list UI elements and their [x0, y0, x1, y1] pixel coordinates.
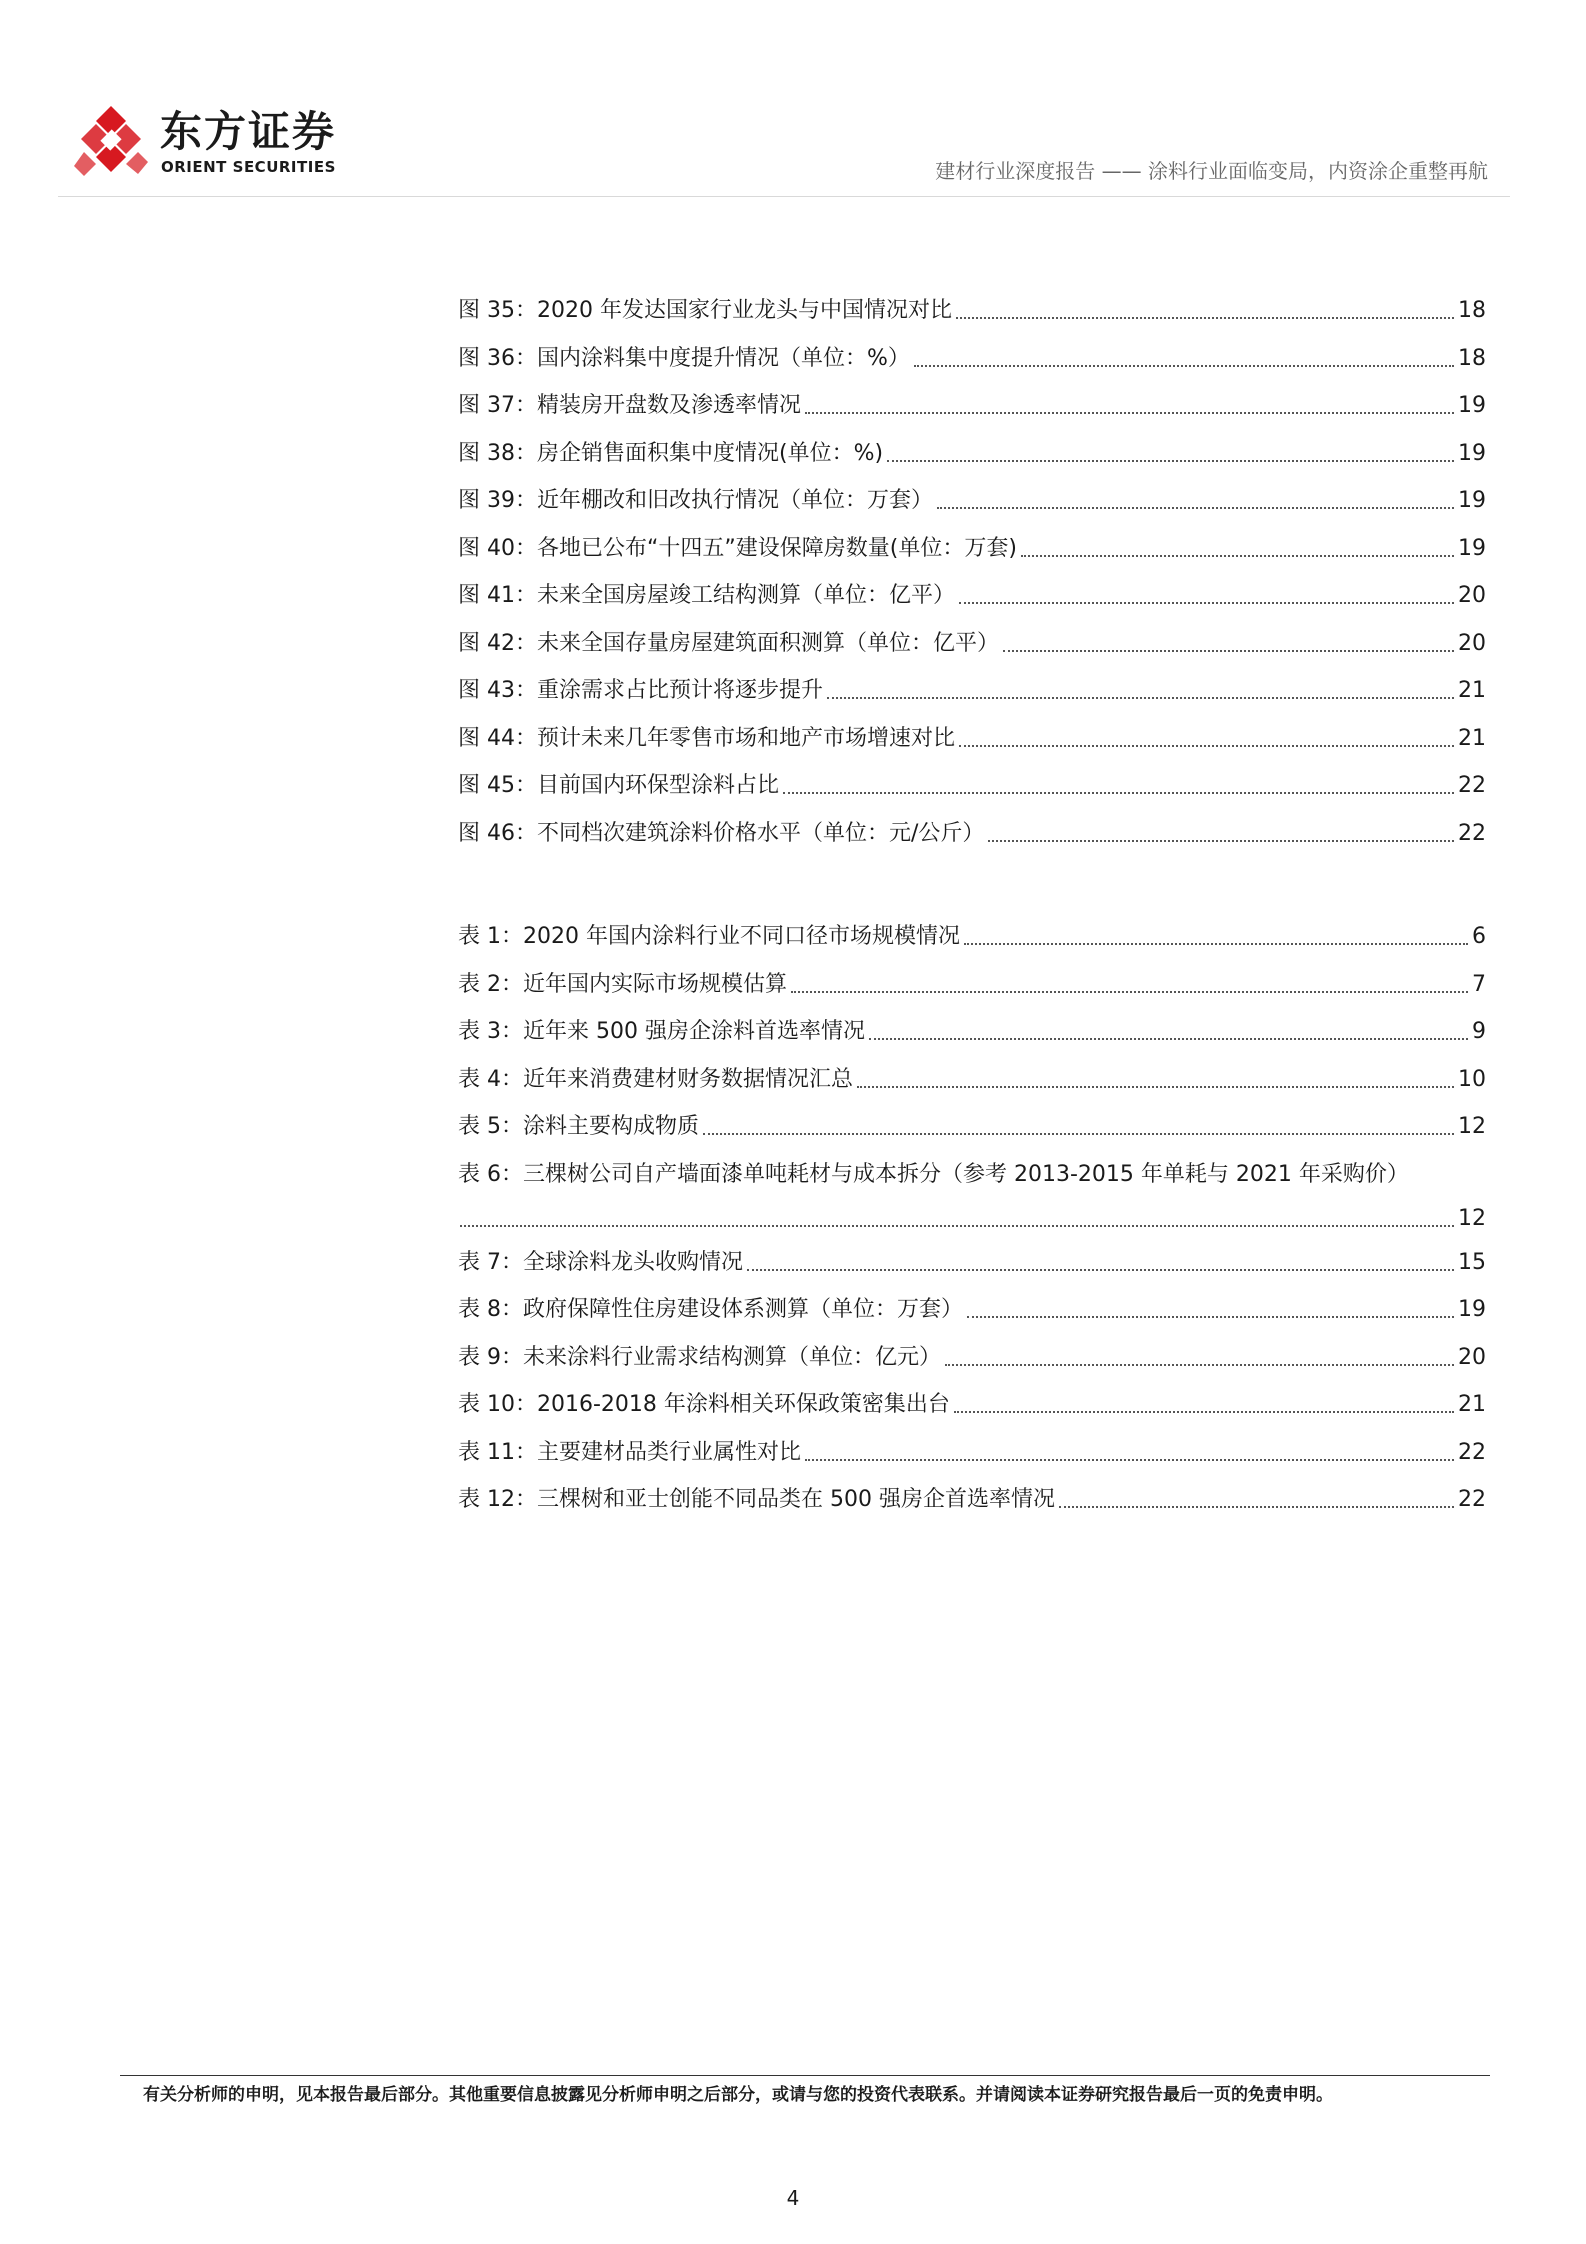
- toc-entry-page: 21: [1458, 725, 1486, 751]
- toc-entry-page: 19: [1458, 440, 1486, 466]
- toc-dot-leader: [747, 1269, 1454, 1271]
- toc-entry-page: 21: [1458, 678, 1486, 703]
- toc-entry-page: 20: [1458, 583, 1486, 608]
- page-header: [0, 0, 1586, 200]
- toc-entry-page: 12: [1458, 1205, 1486, 1231]
- toc-dot-leader: [827, 697, 1454, 699]
- toc-entry-page: 19: [1458, 535, 1486, 561]
- toc-entry-page: 22: [1458, 1439, 1486, 1465]
- toc-entry-label: 图 45：目前国内环保型涂料占比: [458, 773, 779, 798]
- toc-table-entry[interactable]: [458, 918, 1486, 952]
- toc-dot-leader: [956, 317, 1454, 319]
- report-title: 建材行业深度报告 —— 涂料行业面临变局，内资涂企重整再航: [935, 159, 1488, 183]
- toc-dot-leader: [954, 1411, 1454, 1413]
- toc-entry-label: 图 37：精装房开盘数及渗透率情况: [458, 393, 801, 418]
- toc-table-entry[interactable]: [458, 1061, 1486, 1095]
- brand-name-en: ORIENT SECURITIES: [161, 158, 336, 176]
- toc-table-entry[interactable]: [458, 1339, 1486, 1373]
- toc-entry-page: 22: [1458, 820, 1486, 846]
- toc-dot-leader: [967, 1316, 1454, 1318]
- toc-entry-label: 表 7：全球涂料龙头收购情况: [458, 1249, 743, 1275]
- toc-dot-leader: [964, 943, 1468, 945]
- toc-figure-entry[interactable]: [458, 720, 1486, 754]
- toc-figure-entry[interactable]: [458, 340, 1486, 374]
- toc-dot-leader: [887, 460, 1454, 462]
- toc-dot-leader: [791, 991, 1468, 993]
- toc-table-entry[interactable]: [458, 1108, 1486, 1142]
- toc-entry-label: 表 10：2016-2018 年涂料相关环保政策密集出台: [458, 1392, 950, 1417]
- toc-dot-leader: [869, 1038, 1468, 1040]
- toc-figure-entry[interactable]: [458, 625, 1486, 659]
- toc-table-entry[interactable]: [458, 1291, 1486, 1325]
- toc-entry-label: 图 39：近年棚改和旧改执行情况（单位：万套）: [458, 488, 933, 513]
- toc-table-entry[interactable]: [458, 1434, 1486, 1468]
- toc-dot-leader: [805, 412, 1454, 414]
- toc-dot-leader: [945, 1364, 1454, 1366]
- toc-entry-label: 表 11：主要建材品类行业属性对比: [458, 1439, 801, 1465]
- toc-entry-label: 表 1：2020 年国内涂料行业不同口径市场规模情况: [458, 924, 960, 949]
- toc-entry-label: 表 5：涂料主要构成物质: [458, 1114, 699, 1139]
- toc-dot-leader: [988, 840, 1454, 842]
- toc-dot-leader: [703, 1133, 1454, 1135]
- toc-entry-page: 18: [1458, 345, 1486, 371]
- toc-entry-page: 15: [1458, 1249, 1486, 1275]
- toc-figure-entry[interactable]: [458, 435, 1486, 469]
- toc-dot-leader: [1003, 650, 1454, 652]
- toc-entry-page: 7: [1472, 971, 1486, 997]
- page-number: 4: [786, 2186, 800, 2210]
- toc-entry-label: 表 4：近年来消费建材财务数据情况汇总: [458, 1066, 853, 1092]
- toc-entry-page: 6: [1472, 924, 1486, 949]
- toc-dot-leader: [805, 1459, 1454, 1461]
- header-divider: [58, 196, 1510, 197]
- toc-figure-entry[interactable]: [458, 767, 1486, 801]
- toc-entry-label: 表 2：近年国内实际市场规模估算: [458, 971, 787, 997]
- toc-entry-page: 21: [1458, 1392, 1486, 1417]
- toc-table-entry[interactable]: [458, 1386, 1486, 1420]
- toc-entry-label: 表 3：近年来 500 强房企涂料首选率情况: [458, 1019, 865, 1044]
- toc-entry-page: 10: [1458, 1066, 1486, 1092]
- footer-divider: [120, 2075, 1490, 2076]
- toc-figure-entry[interactable]: [458, 292, 1486, 326]
- toc-dot-leader: [914, 365, 1454, 367]
- toc-entry-label: 表 6：三棵树公司自产墙面漆单吨耗材与成本拆分（参考 2013-2015 年单耗与 2021 年采购价）: [458, 1161, 1409, 1187]
- toc-entry-page: 12: [1458, 1114, 1486, 1139]
- toc-entry-label: 表 8：政府保障性住房建设体系测算（单位：万套）: [458, 1297, 963, 1322]
- toc-figure-entry[interactable]: [458, 672, 1486, 706]
- orient-securities-logo-icon: [74, 104, 148, 184]
- toc-entry-page: 20: [1458, 630, 1486, 656]
- toc-entry-label: 表 9：未来涂料行业需求结构测算（单位：亿元）: [458, 1344, 941, 1370]
- toc-entry-label: 图 43：重涂需求占比预计将逐步提升: [458, 678, 823, 703]
- footer-disclaimer: 有关分析师的申明，见本报告最后部分。其他重要信息披露见分析师申明之后部分，或请与您的投资代表联系。并请阅读本证券研究报告最后一页的免责申明。: [143, 2085, 1333, 2105]
- toc-entry-page: 19: [1458, 1297, 1486, 1322]
- brand-name-cn: 东方证券: [160, 107, 337, 156]
- toc-dot-leader: [959, 745, 1454, 747]
- toc-entry-page: 19: [1458, 393, 1486, 418]
- toc-entry-label: 图 38：房企销售面积集中度情况(单位：%): [458, 440, 884, 466]
- toc-dot-leader: [959, 602, 1454, 604]
- toc-entry-label: 图 35：2020 年发达国家行业龙头与中国情况对比: [458, 298, 952, 323]
- toc-entry-label: 图 40：各地已公布“十四五”建设保障房数量(单位：万套): [458, 535, 1017, 561]
- toc-entry-label: 图 46：不同档次建筑涂料价格水平（单位：元/公斤）: [458, 820, 985, 846]
- toc-table-entry[interactable]: [458, 1156, 1486, 1190]
- toc-table-entry[interactable]: [458, 1481, 1486, 1515]
- toc-entry-page: 19: [1458, 488, 1486, 513]
- toc-table-entry[interactable]: [458, 1013, 1486, 1047]
- toc-entry-page: 9: [1472, 1019, 1486, 1044]
- toc-figure-entry[interactable]: [458, 387, 1486, 421]
- toc-entry-label: 表 12：三棵树和亚士创能不同品类在 500 强房企首选率情况: [458, 1487, 1055, 1512]
- toc-dot-leader: [783, 792, 1454, 794]
- toc-dot-leader: [1059, 1506, 1454, 1508]
- toc-table-entry[interactable]: [458, 966, 1486, 1000]
- toc-entry-label: 图 42：未来全国存量房屋建筑面积测算（单位：亿平）: [458, 630, 999, 656]
- toc-table-entry-continued[interactable]: [458, 1200, 1486, 1234]
- toc-dot-leader: [460, 1225, 1454, 1227]
- toc-entry-label: 图 36：国内涂料集中度提升情况（单位：%）: [458, 345, 910, 371]
- toc-dot-leader: [1021, 555, 1454, 557]
- toc-figure-entry[interactable]: [458, 482, 1486, 516]
- toc-figure-entry[interactable]: [458, 577, 1486, 611]
- toc-figure-entry[interactable]: [458, 530, 1486, 564]
- toc-entry-page: 20: [1458, 1344, 1486, 1370]
- toc-figure-entry[interactable]: [458, 815, 1486, 849]
- toc-dot-leader: [937, 507, 1454, 509]
- toc-entry-page: 18: [1458, 298, 1486, 323]
- toc-entry-label: 图 41：未来全国房屋竣工结构测算（单位：亿平）: [458, 583, 955, 608]
- toc-dot-leader: [857, 1086, 1454, 1088]
- toc-entry-page: 22: [1458, 773, 1486, 798]
- toc-entry-page: 22: [1458, 1487, 1486, 1512]
- toc-table-entry[interactable]: [458, 1244, 1486, 1278]
- toc-entry-label: 图 44：预计未来几年零售市场和地产市场增速对比: [458, 725, 955, 751]
